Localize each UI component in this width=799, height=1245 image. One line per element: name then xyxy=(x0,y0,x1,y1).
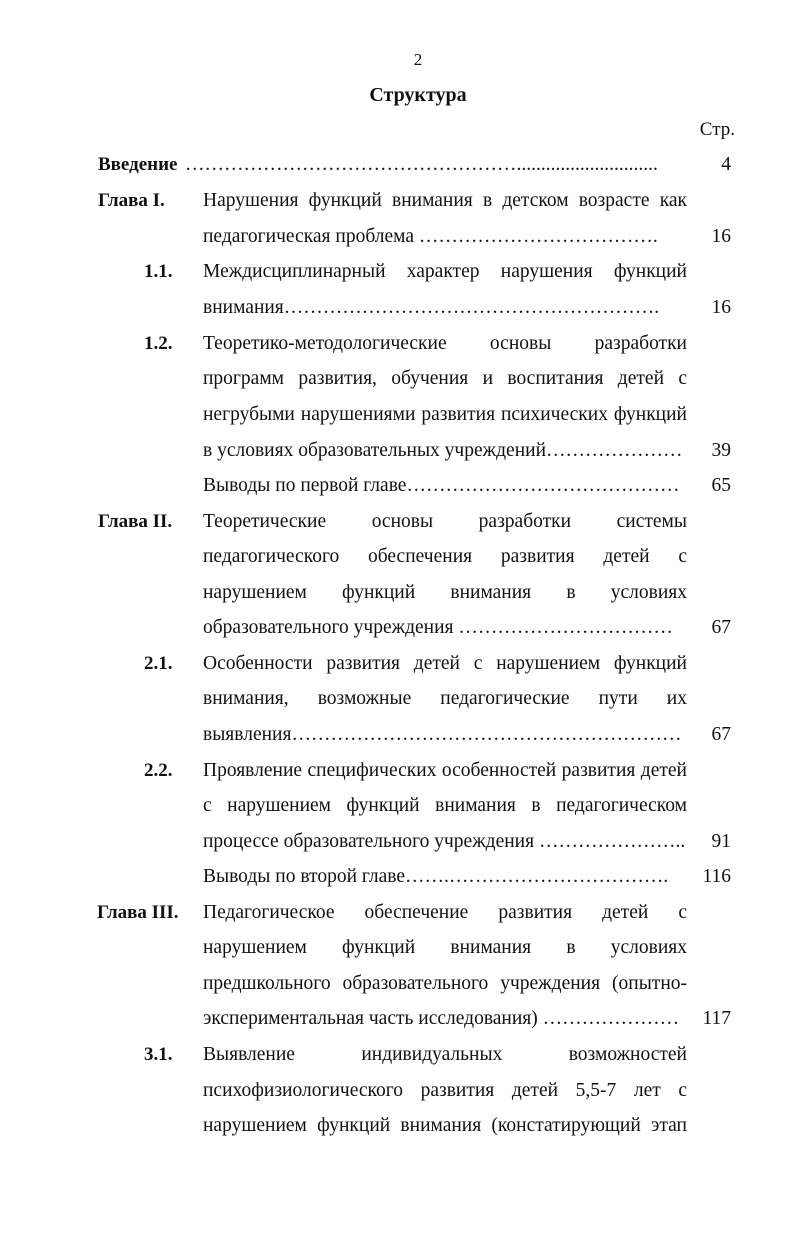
toc-section-1-2-line: негрубыми нарушениями развития психических функций xyxy=(203,404,687,425)
toc-section-2-2-line: с нарушением функций внимания в педагогическом xyxy=(203,795,687,816)
toc-section-2-1-page: 67 xyxy=(711,724,731,745)
toc-section-2-2-line: Проявление специфических особенностей развития детей xyxy=(203,760,687,781)
toc-section-3-1-line: нарушением функций внимания (констатирующий этап xyxy=(203,1115,687,1136)
toc-section-3-1-line: психофизиологического развития детей 5,5-7 лет с xyxy=(203,1080,687,1101)
toc-section-1-2-line: Теоретико-методологические основы разработки xyxy=(203,333,687,354)
toc-intro-page: 4 xyxy=(721,154,731,175)
toc-section-1-1-line: внимания…………………………………………………. xyxy=(203,297,660,318)
toc-chapter-2-line: нарушением функций внимания в условиях xyxy=(203,582,687,603)
toc-chapter-2-line: педагогического обеспечения развития детей с xyxy=(203,546,687,567)
toc-section-1-1-page: 16 xyxy=(711,297,731,318)
toc-chapter-2-page: 67 xyxy=(711,617,731,638)
toc-section-1-1-label: 1.1. xyxy=(144,261,173,282)
toc-section-2-2-page: 91 xyxy=(711,831,731,852)
toc-chapter-3-line: предшкольного образовательного учреждения (опытно- xyxy=(203,973,687,994)
toc-intro-leader: ……………………………………………............................. xyxy=(185,154,658,175)
toc-section-2-1-label: 2.1. xyxy=(144,653,173,674)
toc-section-1-2-label: 1.2. xyxy=(144,333,173,354)
toc-chapter-1-page: 16 xyxy=(711,226,731,247)
toc-chapter-2-label: Глава II. xyxy=(98,511,173,532)
toc-conclusion-2-page: 116 xyxy=(702,866,731,887)
toc-section-2-1-line: внимания, возможные педагогические пути их xyxy=(203,688,687,709)
toc-chapter-3-page: 117 xyxy=(702,1008,731,1029)
toc-chapter-3-label: Глава III. xyxy=(97,902,179,923)
toc-conclusion-2-text: Выводы по второй главе…….……………………………. xyxy=(203,866,669,887)
page-title: Структура xyxy=(369,84,467,106)
toc-section-2-2-label: 2.2. xyxy=(144,760,173,781)
toc-conclusion-1-text: Выводы по первой главе…………………………………… xyxy=(203,475,680,496)
toc-section-1-2-line: программ развития, обучения и воспитания детей с xyxy=(203,368,687,389)
toc-chapter-2-line: Теоретические основы разработки системы xyxy=(203,511,687,532)
toc-chapter-1-label: Глава I. xyxy=(98,190,165,211)
toc-chapter-3-line: Педагогическое обеспечение развития детей с xyxy=(203,902,687,923)
toc-section-3-1-line: Выявление индивидуальных возможностей xyxy=(203,1044,687,1065)
toc-section-2-1-line: Особенности развития детей с нарушением функций xyxy=(203,653,687,674)
toc-section-1-1-line: Междисциплинарный характер нарушения функций xyxy=(203,261,687,282)
toc-chapter-2-line: образовательного учреждения …………………………… xyxy=(203,617,673,638)
page-column-header: Стр. xyxy=(699,119,735,140)
toc-section-2-2-line: процессе образовательного учреждения ………………….. xyxy=(203,831,686,852)
toc-section-1-2-page: 39 xyxy=(711,440,731,461)
toc-chapter-1-line: педагогическая проблема ………………………………. xyxy=(203,226,658,247)
toc-chapter-3-line: экспериментальная часть исследования) ………………… xyxy=(203,1008,680,1029)
toc-chapter-3-line: нарушением функций внимания в условиях xyxy=(203,937,687,958)
toc-intro-label: Введение xyxy=(98,154,178,175)
page-number: 2 xyxy=(413,50,423,69)
toc-section-3-1-label: 3.1. xyxy=(144,1044,173,1065)
toc-chapter-1-line: Нарушения функций внимания в детском возрасте как xyxy=(203,190,687,211)
toc-section-2-1-line: выявления…………………………………………………… xyxy=(203,724,682,745)
toc-conclusion-1-page: 65 xyxy=(711,475,731,496)
toc-section-1-2-line: в условиях образовательных учреждений………………… xyxy=(203,440,683,461)
